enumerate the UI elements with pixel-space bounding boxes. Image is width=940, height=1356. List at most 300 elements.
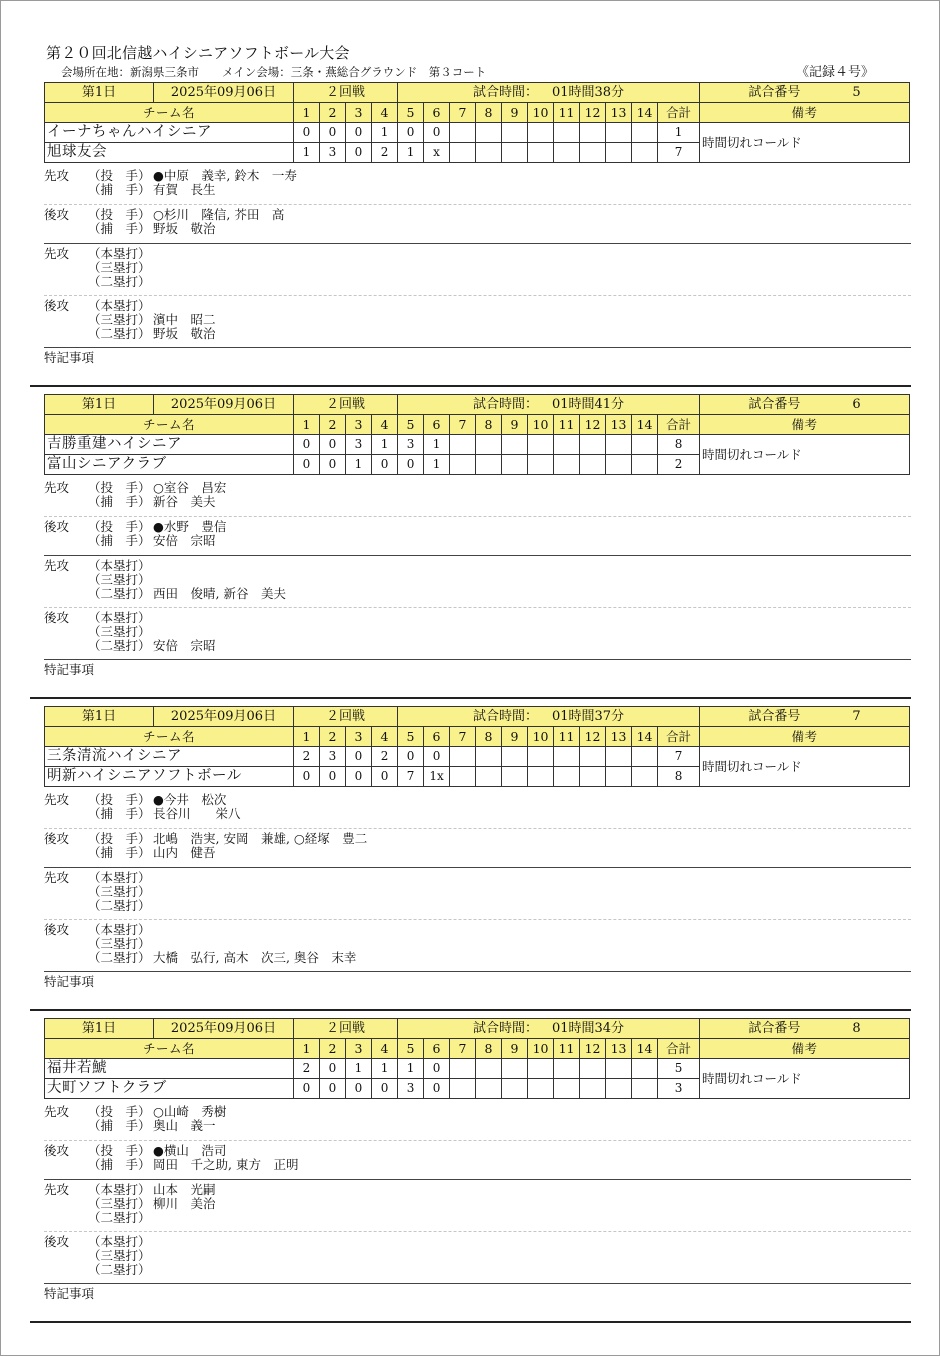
first-attack-label: 先攻	[44, 558, 70, 573]
round-cell: ２回戦	[294, 1019, 398, 1039]
divider	[44, 295, 911, 296]
divider	[44, 1140, 911, 1141]
inning-header: 7	[450, 415, 476, 435]
inning-header: 3	[346, 1039, 372, 1059]
inning-score	[606, 747, 632, 767]
inning-score	[502, 1059, 528, 1079]
team-name: 三条清流ハイシニア	[45, 747, 294, 767]
game-separator	[30, 385, 911, 387]
pitcher-label: （投 手）	[88, 831, 151, 846]
inning-header: 9	[502, 1039, 528, 1059]
inning-header: 10	[528, 727, 554, 747]
round-cell: ２回戦	[294, 83, 398, 103]
inning-score	[450, 455, 476, 475]
inning-header: 3	[346, 415, 372, 435]
inning-score: 0	[424, 1059, 450, 1079]
inning-score	[476, 455, 502, 475]
second-triples: 濱中 昭二	[153, 312, 216, 327]
inning-score	[632, 455, 658, 475]
second-attack-label: 後攻	[44, 298, 70, 313]
inning-score	[632, 123, 658, 143]
inning-score: 0	[372, 767, 398, 787]
home-run-label: （本塁打）	[88, 922, 151, 937]
double-label: （二塁打）	[88, 1262, 151, 1277]
inning-score	[450, 143, 476, 163]
inning-score	[502, 767, 528, 787]
team-name-header: チーム名	[45, 727, 294, 747]
team-name: 富山シニアクラブ	[45, 455, 294, 475]
inning-header: 9	[502, 415, 528, 435]
double-label: （二塁打）	[88, 274, 151, 289]
game-number-label: 試合番号	[748, 1021, 801, 1036]
inning-header: 12	[580, 415, 606, 435]
inning-header: 4	[372, 415, 398, 435]
team-name: 明新ハイシニアソフトボール	[45, 767, 294, 787]
divider	[44, 971, 911, 972]
inning-score	[528, 1079, 554, 1099]
total-score: 5	[658, 1059, 700, 1079]
game-time-value: 01時間37分	[551, 709, 625, 724]
column-header-row	[45, 727, 910, 747]
second-doubles: 安倍 宗昭	[153, 638, 216, 653]
inning-score: 0	[320, 435, 346, 455]
score-table	[44, 394, 910, 475]
remark-cell: 時間切れコールド	[700, 123, 910, 163]
second-doubles: 野坂 敬治	[153, 326, 216, 341]
second-catchers: 安倍 宗昭	[153, 533, 216, 548]
catcher-label: （捕 手）	[88, 806, 151, 821]
catcher-label: （捕 手）	[88, 1118, 151, 1133]
inning-header: 7	[450, 1039, 476, 1059]
inning-score	[632, 143, 658, 163]
first-pitchers: ●中原 義幸, 鈴木 一寿	[153, 168, 297, 183]
inning-header: 10	[528, 1039, 554, 1059]
second-attack-label: 後攻	[44, 1234, 70, 1249]
total-header: 合計	[658, 727, 700, 747]
pitcher-label: （投 手）	[88, 1143, 151, 1158]
double-label: （二塁打）	[88, 1210, 151, 1225]
total-header: 合計	[658, 415, 700, 435]
inning-score	[632, 767, 658, 787]
inning-score	[502, 747, 528, 767]
game-time-cell	[398, 707, 700, 727]
second-catchers: 山内 健吾	[153, 845, 216, 860]
game-number-cell	[700, 395, 910, 415]
divider	[44, 347, 911, 348]
inning-score	[632, 435, 658, 455]
date-cell: 2025年09月06日	[154, 395, 294, 415]
notes-label: 特記事項	[44, 350, 95, 365]
venue-info: 会場所在地：新潟県三条市 メイン会場：三条・燕総合グラウンド 第３コート	[61, 65, 487, 79]
inning-score	[528, 747, 554, 767]
total-header: 合計	[658, 103, 700, 123]
remark-cell: 時間切れコールド	[700, 1059, 910, 1099]
home-run-label: （本塁打）	[88, 558, 151, 573]
inning-header: 13	[606, 727, 632, 747]
inning-header: 6	[424, 103, 450, 123]
first-attack-label: 先攻	[44, 1104, 70, 1119]
inning-score	[528, 435, 554, 455]
inning-header: 14	[632, 415, 658, 435]
first-attack-label: 先攻	[44, 480, 70, 495]
pitcher-label: （投 手）	[88, 168, 151, 183]
second-attack-label: 後攻	[44, 610, 70, 625]
score-table	[44, 82, 910, 163]
date-cell: 2025年09月06日	[154, 1019, 294, 1039]
inning-score: 0	[294, 455, 320, 475]
inning-score: 3	[398, 1079, 424, 1099]
divider	[44, 919, 911, 920]
divider	[44, 1231, 911, 1232]
game-number-value: 6	[852, 397, 861, 412]
inning-score: 2	[372, 143, 398, 163]
inning-score	[476, 767, 502, 787]
inning-score: 1	[372, 123, 398, 143]
first-triples: 柳川 美治	[153, 1196, 216, 1211]
score-table	[44, 706, 910, 787]
total-header: 合計	[658, 1039, 700, 1059]
inning-score: 0	[294, 123, 320, 143]
inning-header: 11	[554, 1039, 580, 1059]
inning-score: 0	[372, 1079, 398, 1099]
team-name: イーナちゃんハイシニア	[45, 123, 294, 143]
inning-header: 1	[294, 1039, 320, 1059]
inning-score: 0	[398, 747, 424, 767]
inning-score	[632, 747, 658, 767]
divider	[44, 516, 911, 517]
game-time-cell	[398, 1019, 700, 1039]
inning-header: 12	[580, 103, 606, 123]
game-number-value: 8	[852, 1021, 861, 1036]
double-label: （二塁打）	[88, 638, 151, 653]
total-score: 8	[658, 435, 700, 455]
game-number-label: 試合番号	[748, 85, 801, 100]
inning-header: 5	[398, 103, 424, 123]
record-number: 《記録４号》	[796, 65, 875, 80]
team-name-header: チーム名	[45, 103, 294, 123]
second-pitchers: 北嶋 浩実, 安岡 兼雄, ○経塚 豊二	[153, 831, 368, 846]
inning-score	[580, 435, 606, 455]
second-attack-label: 後攻	[44, 519, 70, 534]
inning-score: 0	[320, 123, 346, 143]
inning-score: 1	[346, 455, 372, 475]
team-name: 大町ソフトクラブ	[45, 1079, 294, 1099]
second-pitchers: ●横山 浩司	[153, 1143, 227, 1158]
inning-score	[632, 1059, 658, 1079]
triple-label: （三塁打）	[88, 884, 151, 899]
game-separator	[30, 1009, 911, 1011]
notes-label: 特記事項	[44, 974, 95, 989]
double-label: （二塁打）	[88, 326, 151, 341]
inning-score: 0	[398, 455, 424, 475]
inning-score	[606, 123, 632, 143]
inning-score: 0	[320, 767, 346, 787]
tournament-title: 第２０回北信越ハイシニアソフトボール大会	[46, 44, 350, 62]
inning-score: 0	[346, 143, 372, 163]
inning-score: 3	[346, 435, 372, 455]
inning-header: 12	[580, 1039, 606, 1059]
inning-score	[476, 1079, 502, 1099]
first-attack-label: 先攻	[44, 1182, 70, 1197]
inning-score	[554, 143, 580, 163]
day-cell: 第1日	[45, 83, 154, 103]
triple-label: （三塁打）	[88, 312, 151, 327]
inning-score: 0	[320, 1079, 346, 1099]
inning-score: 0	[320, 455, 346, 475]
triple-label: （三塁打）	[88, 936, 151, 951]
inning-header: 8	[476, 727, 502, 747]
column-header-row	[45, 415, 910, 435]
game-number-cell	[700, 1019, 910, 1039]
divider	[44, 828, 911, 829]
game-time-label: 試合時間：	[472, 1021, 538, 1036]
game-header-row	[45, 83, 910, 103]
inning-header: 7	[450, 103, 476, 123]
second-catchers: 岡田 千之助, 東方 正明	[153, 1157, 299, 1172]
inning-header: 13	[606, 103, 632, 123]
game-separator	[30, 1321, 911, 1323]
remark-cell: 時間切れコールド	[700, 435, 910, 475]
inning-score	[476, 1059, 502, 1079]
game-number-value: 5	[852, 85, 861, 100]
team-name: 福井若鯱	[45, 1059, 294, 1079]
team-row-first	[45, 435, 910, 455]
catcher-label: （捕 手）	[88, 182, 151, 197]
team-name: 吉勝重建ハイシニア	[45, 435, 294, 455]
inning-score	[580, 1059, 606, 1079]
inning-score: 1	[398, 143, 424, 163]
inning-score: 0	[294, 767, 320, 787]
first-pitchers: ○山崎 秀樹	[153, 1104, 227, 1119]
inning-header: 5	[398, 1039, 424, 1059]
second-attack-label: 後攻	[44, 1143, 70, 1158]
divider	[44, 1283, 911, 1284]
pitcher-label: （投 手）	[88, 480, 151, 495]
inning-score	[450, 767, 476, 787]
inning-score: 2	[294, 1059, 320, 1079]
inning-score: x	[424, 143, 450, 163]
inning-score: 1	[424, 455, 450, 475]
team-name-header: チーム名	[45, 415, 294, 435]
inning-score	[476, 435, 502, 455]
double-label: （二塁打）	[88, 950, 151, 965]
inning-score	[476, 123, 502, 143]
inning-header: 2	[320, 1039, 346, 1059]
inning-score	[606, 1079, 632, 1099]
total-score: 8	[658, 767, 700, 787]
first-pitchers: ●今井 松次	[153, 792, 227, 807]
first-pitchers: ○室谷 昌宏	[153, 480, 227, 495]
home-run-label: （本塁打）	[88, 298, 151, 313]
inning-score	[502, 143, 528, 163]
remarks-header: 備考	[700, 103, 910, 123]
inning-score: 1	[346, 1059, 372, 1079]
inning-score	[580, 767, 606, 787]
inning-header: 2	[320, 415, 346, 435]
game-separator	[30, 697, 911, 699]
inning-header: 8	[476, 103, 502, 123]
game-time-label: 試合時間：	[472, 85, 538, 100]
inning-header: 14	[632, 1039, 658, 1059]
game-time-label: 試合時間：	[472, 397, 538, 412]
inning-score	[606, 1059, 632, 1079]
game-header-row	[45, 395, 910, 415]
divider	[44, 659, 911, 660]
day-cell: 第1日	[45, 707, 154, 727]
team-row-first	[45, 1059, 910, 1079]
inning-score: 0	[424, 747, 450, 767]
inning-score	[476, 143, 502, 163]
inning-score	[502, 1079, 528, 1099]
inning-score	[528, 1059, 554, 1079]
inning-header: 5	[398, 415, 424, 435]
remarks-header: 備考	[700, 727, 910, 747]
second-catchers: 野坂 敬治	[153, 221, 216, 236]
score-table	[44, 1018, 910, 1099]
inning-header: 11	[554, 415, 580, 435]
inning-score: 3	[320, 143, 346, 163]
game-time-cell	[398, 395, 700, 415]
inning-score	[528, 455, 554, 475]
inning-score: 0	[346, 1079, 372, 1099]
day-cell: 第1日	[45, 395, 154, 415]
inning-header: 6	[424, 1039, 450, 1059]
double-label: （二塁打）	[88, 586, 151, 601]
first-attack-label: 先攻	[44, 246, 70, 261]
game-time-value: 01時間34分	[551, 1021, 625, 1036]
round-cell: ２回戦	[294, 395, 398, 415]
inning-score: 7	[398, 767, 424, 787]
notes-label: 特記事項	[44, 1286, 95, 1301]
catcher-label: （捕 手）	[88, 1157, 151, 1172]
divider	[44, 867, 911, 868]
date-cell: 2025年09月06日	[154, 707, 294, 727]
first-attack-label: 先攻	[44, 870, 70, 885]
inning-header: 8	[476, 415, 502, 435]
total-score: 2	[658, 455, 700, 475]
first-home-runs: 山本 光嗣	[153, 1182, 216, 1197]
inning-score	[450, 1079, 476, 1099]
inning-score	[554, 455, 580, 475]
game-number-cell	[700, 83, 910, 103]
home-run-label: （本塁打）	[88, 1182, 151, 1197]
inning-score	[632, 1079, 658, 1099]
inning-score	[580, 143, 606, 163]
inning-score: 0	[346, 123, 372, 143]
game-number-label: 試合番号	[748, 397, 801, 412]
inning-score: 0	[346, 767, 372, 787]
inning-score	[554, 747, 580, 767]
pitcher-label: （投 手）	[88, 519, 151, 534]
inning-header: 7	[450, 727, 476, 747]
inning-score: 0	[424, 123, 450, 143]
team-name-header: チーム名	[45, 1039, 294, 1059]
notes-label: 特記事項	[44, 662, 95, 677]
inning-header: 1	[294, 727, 320, 747]
inning-score: 0	[424, 1079, 450, 1099]
second-pitchers: ○杉川 隆信, 芥田 高	[153, 207, 285, 222]
inning-score: 2	[372, 747, 398, 767]
inning-score	[554, 767, 580, 787]
inning-score: 0	[372, 455, 398, 475]
game-time-value: 01時間41分	[551, 397, 625, 412]
inning-header: 4	[372, 727, 398, 747]
divider	[44, 1179, 911, 1180]
inning-score: 0	[294, 435, 320, 455]
date-cell: 2025年09月06日	[154, 83, 294, 103]
first-attack-label: 先攻	[44, 792, 70, 807]
inning-score	[580, 747, 606, 767]
first-attack-label: 先攻	[44, 168, 70, 183]
first-catchers: 奥山 義一	[153, 1118, 216, 1133]
game-number-value: 7	[852, 709, 861, 724]
inning-score	[528, 123, 554, 143]
inning-header: 3	[346, 103, 372, 123]
home-run-label: （本塁打）	[88, 610, 151, 625]
team-row-first	[45, 123, 910, 143]
double-label: （二塁打）	[88, 898, 151, 913]
inning-header: 1	[294, 415, 320, 435]
inning-score	[502, 455, 528, 475]
inning-score: 1x	[424, 767, 450, 787]
inning-header: 6	[424, 415, 450, 435]
remark-cell: 時間切れコールド	[700, 747, 910, 787]
first-doubles: 西田 俊晴, 新谷 美夫	[153, 586, 286, 601]
inning-score: 1	[398, 1059, 424, 1079]
team-row-first	[45, 747, 910, 767]
inning-score	[554, 123, 580, 143]
inning-score: 3	[398, 435, 424, 455]
divider	[44, 607, 911, 608]
game-time-cell	[398, 83, 700, 103]
inning-score	[502, 123, 528, 143]
triple-label: （三塁打）	[88, 572, 151, 587]
inning-header: 2	[320, 727, 346, 747]
triple-label: （三塁打）	[88, 624, 151, 639]
inning-score: 1	[294, 143, 320, 163]
inning-header: 4	[372, 103, 398, 123]
team-name: 旭球友会	[45, 143, 294, 163]
home-run-label: （本塁打）	[88, 870, 151, 885]
second-attack-label: 後攻	[44, 922, 70, 937]
inning-header: 1	[294, 103, 320, 123]
pitcher-label: （投 手）	[88, 1104, 151, 1119]
divider	[44, 555, 911, 556]
inning-header: 13	[606, 1039, 632, 1059]
inning-header: 10	[528, 415, 554, 435]
inning-header: 11	[554, 727, 580, 747]
inning-score: 0	[398, 123, 424, 143]
inning-score: 0	[320, 1059, 346, 1079]
inning-score: 0	[346, 747, 372, 767]
round-cell: ２回戦	[294, 707, 398, 727]
first-catchers: 有賀 長生	[153, 182, 216, 197]
first-catchers: 新谷 美夫	[153, 494, 216, 509]
inning-score	[528, 767, 554, 787]
divider	[44, 243, 911, 244]
inning-score	[450, 747, 476, 767]
column-header-row	[45, 1039, 910, 1059]
first-catchers: 長谷川 栄八	[153, 806, 241, 821]
inning-score	[554, 1059, 580, 1079]
inning-header: 3	[346, 727, 372, 747]
inning-header: 14	[632, 727, 658, 747]
inning-score	[580, 123, 606, 143]
inning-header: 11	[554, 103, 580, 123]
catcher-label: （捕 手）	[88, 845, 151, 860]
second-doubles: 大橋 弘行, 高木 次三, 奥谷 末幸	[153, 950, 357, 965]
pitcher-label: （投 手）	[88, 792, 151, 807]
